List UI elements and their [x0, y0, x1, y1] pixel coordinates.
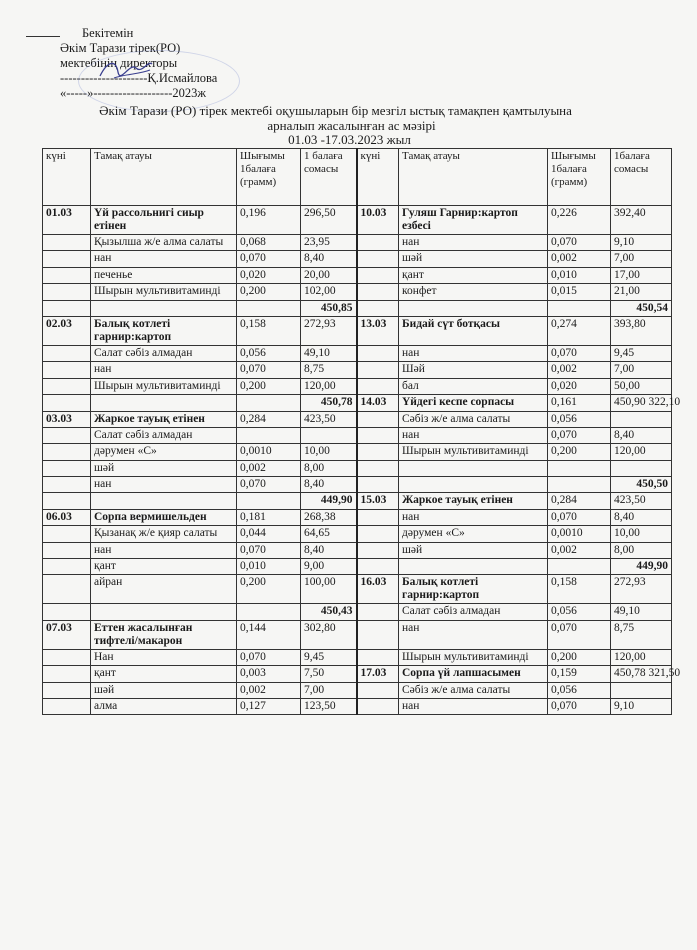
dish-name-cell: нан	[399, 427, 548, 443]
day-cell	[43, 378, 91, 394]
grams-cell	[237, 395, 301, 411]
grams-cell: 0,284	[548, 493, 611, 509]
price-cell: 21,00	[611, 284, 672, 300]
dish-name-cell: нан	[91, 542, 237, 558]
header-row	[43, 149, 672, 206]
price-cell: 120,00	[301, 378, 357, 394]
day-cell	[43, 460, 91, 476]
grams-cell: 0,070	[548, 235, 611, 251]
day-cell: 14.03	[357, 395, 399, 411]
day-cell	[357, 267, 399, 283]
day-cell	[43, 267, 91, 283]
dish-name-cell: дәрумен «С»	[91, 444, 237, 460]
dish-name-cell: шәй	[399, 251, 548, 267]
dish-name-cell: Балық котлеті гарнир:картоп	[399, 575, 548, 604]
dish-name-cell: конфет	[399, 284, 548, 300]
menu-row	[43, 526, 672, 542]
dish-name-cell: нан	[399, 345, 548, 361]
day-cell: 02.03	[43, 316, 91, 345]
price-cell: 268,38	[301, 509, 357, 525]
grams-cell	[237, 427, 301, 443]
grams-cell: 0,070	[237, 362, 301, 378]
day-cell	[357, 460, 399, 476]
menu-row	[43, 493, 672, 509]
day-cell	[43, 649, 91, 665]
grams-cell: 0,200	[237, 575, 301, 604]
grams-cell: 0,127	[237, 698, 301, 714]
dish-name-cell: Салат сәбіз алмадан	[91, 345, 237, 361]
day-cell	[43, 493, 91, 509]
grams-cell: 0,002	[548, 362, 611, 378]
price-cell: 450,78	[301, 395, 357, 411]
price-cell: 8,40	[301, 542, 357, 558]
dish-name-cell: шәй	[399, 542, 548, 558]
day-cell	[357, 362, 399, 378]
grams-cell: 0,226	[548, 206, 611, 235]
dish-name-cell: Шырын мультивитаминді	[399, 649, 548, 665]
day-cell	[357, 542, 399, 558]
grams-cell: 0,056	[548, 411, 611, 427]
price-cell: 100,00	[301, 575, 357, 604]
dish-name-cell	[91, 395, 237, 411]
price-cell: 120,00	[611, 444, 672, 460]
dish-name-cell: Шәй	[399, 362, 548, 378]
menu-row	[43, 477, 672, 493]
day-cell	[43, 362, 91, 378]
menu-row	[43, 575, 672, 604]
day-cell	[357, 411, 399, 427]
price-cell: 123,50	[301, 698, 357, 714]
menu-title-line: Әкім Тарази (РО) тірек мектебі оқушыларын бір мезгіл ыстық тамақпен қамтылуына	[99, 103, 572, 118]
grams-cell: 0,070	[548, 620, 611, 649]
day-cell	[357, 251, 399, 267]
price-cell: 302,80	[301, 620, 357, 649]
menu-row	[43, 509, 672, 525]
price-cell: 393,80	[611, 316, 672, 345]
dish-name-cell: Салат сәбіз алмадан	[91, 427, 237, 443]
dish-name-cell: Сәбіз ж/е алма салаты	[399, 411, 548, 427]
dish-name-cell: бал	[399, 378, 548, 394]
dish-name-cell: Сәбіз ж/е алма салаты	[399, 682, 548, 698]
menu-row	[43, 444, 672, 460]
day-cell: 13.03	[357, 316, 399, 345]
dish-name-cell: Гуляш Гарнир:картоп езбесі	[399, 206, 548, 235]
day-cell	[43, 542, 91, 558]
day-cell: 01.03	[43, 206, 91, 235]
day-cell	[43, 427, 91, 443]
grams-cell: 0,158	[548, 575, 611, 604]
price-cell: 450,90 322,10	[611, 395, 672, 411]
menu-row	[43, 362, 672, 378]
menu-row	[43, 649, 672, 665]
price-cell: 272,93	[611, 575, 672, 604]
price-cell	[611, 682, 672, 698]
header-grams: Шығымы 1балаға (грамм)	[548, 149, 611, 206]
price-cell: 272,93	[301, 316, 357, 345]
price-cell: 20,00	[301, 267, 357, 283]
day-cell	[357, 345, 399, 361]
day-cell: 10.03	[357, 206, 399, 235]
price-cell: 8,00	[301, 460, 357, 476]
price-cell: 423,50	[301, 411, 357, 427]
day-cell	[43, 251, 91, 267]
grams-cell: 0,070	[237, 649, 301, 665]
price-cell	[611, 460, 672, 476]
day-cell	[357, 235, 399, 251]
grams-cell: 0,0010	[237, 444, 301, 460]
price-cell: 102,00	[301, 284, 357, 300]
price-cell: 17,00	[611, 267, 672, 283]
grams-cell: 0,002	[548, 251, 611, 267]
dish-name-cell	[399, 559, 548, 575]
header-price: 1 балаға сомасы	[301, 149, 357, 206]
dish-name-cell	[91, 300, 237, 316]
dish-name-cell: нан	[399, 698, 548, 714]
menu-row	[43, 284, 672, 300]
day-cell	[357, 427, 399, 443]
day-cell: 07.03	[43, 620, 91, 649]
dish-name-cell: алма	[91, 698, 237, 714]
menu-row	[43, 460, 672, 476]
grams-cell	[237, 604, 301, 620]
price-cell: 450,78 321,50	[611, 666, 672, 682]
day-cell	[357, 284, 399, 300]
price-cell: 450,85	[301, 300, 357, 316]
price-cell: 296,50	[301, 206, 357, 235]
day-cell	[43, 395, 91, 411]
dish-name-cell	[91, 493, 237, 509]
grams-cell: 0,284	[237, 411, 301, 427]
dish-name-cell: Қызанақ ж/е қияр салаты	[91, 526, 237, 542]
day-cell: 06.03	[43, 509, 91, 525]
grams-cell: 0,070	[237, 542, 301, 558]
day-cell	[357, 509, 399, 525]
menu-row	[43, 206, 672, 235]
day-cell	[357, 682, 399, 698]
grams-cell: 0,002	[237, 682, 301, 698]
menu-row	[43, 251, 672, 267]
dish-name-cell	[91, 604, 237, 620]
day-cell	[357, 477, 399, 493]
dish-name-cell: нан	[91, 362, 237, 378]
grams-cell: 0,020	[548, 378, 611, 394]
approval-line: Бекітемін	[82, 26, 134, 40]
menu-row	[43, 559, 672, 575]
grams-cell	[548, 477, 611, 493]
menu-row	[43, 620, 672, 649]
day-cell	[43, 477, 91, 493]
dish-name-cell: қант	[91, 559, 237, 575]
price-cell: 9,00	[301, 559, 357, 575]
menu-row	[43, 378, 672, 394]
day-cell	[43, 559, 91, 575]
grams-cell: 0,200	[548, 444, 611, 460]
grams-cell: 0,0010	[548, 526, 611, 542]
price-cell: 8,00	[611, 542, 672, 558]
director-signature	[96, 56, 156, 82]
grams-cell: 0,068	[237, 235, 301, 251]
price-cell: 9,10	[611, 698, 672, 714]
price-cell	[611, 411, 672, 427]
day-cell	[357, 620, 399, 649]
dish-name-cell: нан	[399, 509, 548, 525]
grams-cell: 0,056	[548, 604, 611, 620]
price-cell: 7,00	[611, 362, 672, 378]
dish-name-cell: Шырын мультивитаминді	[399, 444, 548, 460]
menu-row	[43, 316, 672, 345]
grams-cell: 0,044	[237, 526, 301, 542]
price-cell: 392,40	[611, 206, 672, 235]
menu-body	[43, 206, 681, 715]
grams-cell: 0,070	[548, 345, 611, 361]
dish-name-cell: қант	[91, 666, 237, 682]
grams-cell	[548, 559, 611, 575]
header-day: күні	[43, 149, 91, 206]
price-cell: 10,00	[301, 444, 357, 460]
day-cell	[43, 604, 91, 620]
day-cell	[357, 300, 399, 316]
day-cell	[357, 698, 399, 714]
dish-name-cell: печенье	[91, 267, 237, 283]
price-cell: 49,10	[611, 604, 672, 620]
grams-cell	[548, 460, 611, 476]
menu-row	[43, 542, 672, 558]
approval-line: «-----»-------------------2023ж	[60, 86, 207, 100]
grams-cell: 0,003	[237, 666, 301, 682]
grams-cell: 0,181	[237, 509, 301, 525]
day-cell	[43, 284, 91, 300]
day-cell	[43, 575, 91, 604]
dish-name-cell: Жаркое тауық етінен	[91, 411, 237, 427]
day-cell	[357, 604, 399, 620]
grams-cell: 0,144	[237, 620, 301, 649]
grams-cell: 0,070	[548, 509, 611, 525]
day-cell	[43, 235, 91, 251]
dish-name-cell: Сорпа вермишельден	[91, 509, 237, 525]
price-cell: 8,40	[301, 477, 357, 493]
dish-name-cell: Балық котлеті гарнир:картоп	[91, 316, 237, 345]
grams-cell: 0,274	[548, 316, 611, 345]
menu-row	[43, 682, 672, 698]
dish-name-cell: дәрумен «С»	[399, 526, 548, 542]
dish-name-cell: нан	[91, 477, 237, 493]
grams-cell: 0,070	[548, 698, 611, 714]
dish-name-cell: Үйдегі кеспе сорпасы	[399, 395, 548, 411]
header-day: күні	[357, 149, 399, 206]
header-price: 1балаға сомасы	[611, 149, 672, 206]
dish-name-cell: шәй	[91, 682, 237, 698]
dish-name-cell: нан	[399, 235, 548, 251]
price-cell: 423,50	[611, 493, 672, 509]
approval-line: мектебінің директоры	[60, 56, 178, 70]
dish-name-cell: Жаркое тауық етінен	[399, 493, 548, 509]
grams-cell: 0,010	[237, 559, 301, 575]
price-cell: 64,65	[301, 526, 357, 542]
grams-cell: 0,200	[237, 284, 301, 300]
top-margin-line	[26, 36, 60, 37]
day-cell	[357, 378, 399, 394]
price-cell: 7,00	[301, 682, 357, 698]
menu-row	[43, 395, 672, 411]
dish-name-cell	[399, 300, 548, 316]
dish-name-cell: шәй	[91, 460, 237, 476]
grams-cell: 0,200	[237, 378, 301, 394]
price-cell: 450,50	[611, 477, 672, 493]
grams-cell	[237, 493, 301, 509]
dish-name-cell: Сорпа үй лапшасымен	[399, 666, 548, 682]
price-cell: 120,00	[611, 649, 672, 665]
price-cell: 49,10	[301, 345, 357, 361]
grams-cell: 0,070	[237, 251, 301, 267]
grams-cell: 0,070	[548, 427, 611, 443]
day-cell: 16.03	[357, 575, 399, 604]
day-cell: 03.03	[43, 411, 91, 427]
day-cell	[357, 444, 399, 460]
dish-name-cell: Нан	[91, 649, 237, 665]
day-cell	[43, 526, 91, 542]
price-cell: 450,43	[301, 604, 357, 620]
dish-name-cell	[399, 477, 548, 493]
price-cell: 10,00	[611, 526, 672, 542]
dish-name-cell: Еттен жасалынған тифтелі/макарон	[91, 620, 237, 649]
day-cell	[43, 444, 91, 460]
header-grams: Шығымы 1балаға (грамм)	[237, 149, 301, 206]
price-cell: 7,50	[301, 666, 357, 682]
dish-name-cell: нан	[399, 620, 548, 649]
grams-cell: 0,196	[237, 206, 301, 235]
menu-row	[43, 300, 672, 316]
day-cell	[43, 666, 91, 682]
grams-cell: 0,020	[237, 267, 301, 283]
header-name: Тамақ атауы	[91, 149, 237, 206]
menu-row	[43, 411, 672, 427]
menu-title-line: арналып жасалынған ас мәзірі	[267, 118, 436, 133]
price-cell: 8,40	[611, 427, 672, 443]
menu-row	[43, 604, 672, 620]
menu-row	[43, 698, 672, 714]
day-cell	[43, 698, 91, 714]
approval-line: ---------------------Қ.Исмайлова	[60, 71, 218, 85]
dish-name-cell	[399, 460, 548, 476]
price-cell: 23,95	[301, 235, 357, 251]
dish-name-cell: Салат сәбіз алмадан	[399, 604, 548, 620]
menu-row	[43, 666, 672, 682]
grams-cell: 0,010	[548, 267, 611, 283]
day-cell: 17.03	[357, 666, 399, 682]
menu-row	[43, 345, 672, 361]
grams-cell	[237, 300, 301, 316]
menu-row	[43, 235, 672, 251]
day-cell	[43, 682, 91, 698]
menu-row	[43, 427, 672, 443]
grams-cell: 0,200	[548, 649, 611, 665]
grams-cell: 0,056	[548, 682, 611, 698]
grams-cell: 0,002	[548, 542, 611, 558]
price-cell: 449,90	[301, 493, 357, 509]
price-cell: 9,10	[611, 235, 672, 251]
price-cell: 450,54	[611, 300, 672, 316]
menu-table	[42, 148, 681, 715]
dish-name-cell: айран	[91, 575, 237, 604]
grams-cell	[548, 300, 611, 316]
price-cell: 7,00	[611, 251, 672, 267]
day-cell	[357, 559, 399, 575]
grams-cell: 0,015	[548, 284, 611, 300]
grams-cell: 0,056	[237, 345, 301, 361]
grams-cell: 0,070	[237, 477, 301, 493]
price-cell: 8,40	[611, 509, 672, 525]
menu-period: 01.03 -17.03.2023 жыл	[288, 132, 411, 147]
approval-line: Әкім Тарази тірек(РО)	[60, 41, 181, 55]
grams-cell: 0,159	[548, 666, 611, 682]
price-cell: 449,90	[611, 559, 672, 575]
dish-name-cell: Үй рассольнигі сиыр етінен	[91, 206, 237, 235]
dish-name-cell: Шырын мультивитаминді	[91, 378, 237, 394]
grams-cell: 0,161	[548, 395, 611, 411]
price-cell: 9,45	[301, 649, 357, 665]
grams-cell: 0,002	[237, 460, 301, 476]
dish-name-cell: Қызылша ж/е алма салаты	[91, 235, 237, 251]
price-cell: 50,00	[611, 378, 672, 394]
dish-name-cell: қант	[399, 267, 548, 283]
day-cell	[357, 649, 399, 665]
header-name: Тамақ атауы	[399, 149, 548, 206]
price-cell	[301, 427, 357, 443]
day-cell	[43, 345, 91, 361]
price-cell: 8,75	[301, 362, 357, 378]
day-cell	[357, 526, 399, 542]
price-cell: 9,45	[611, 345, 672, 361]
dish-name-cell: нан	[91, 251, 237, 267]
dish-name-cell: Бидай сүт ботқасы	[399, 316, 548, 345]
price-cell: 8,75	[611, 620, 672, 649]
price-cell: 8,40	[301, 251, 357, 267]
day-cell	[43, 300, 91, 316]
day-cell: 15.03	[357, 493, 399, 509]
dish-name-cell: Шырын мультивитаминді	[91, 284, 237, 300]
menu-row	[43, 267, 672, 283]
grams-cell: 0,158	[237, 316, 301, 345]
